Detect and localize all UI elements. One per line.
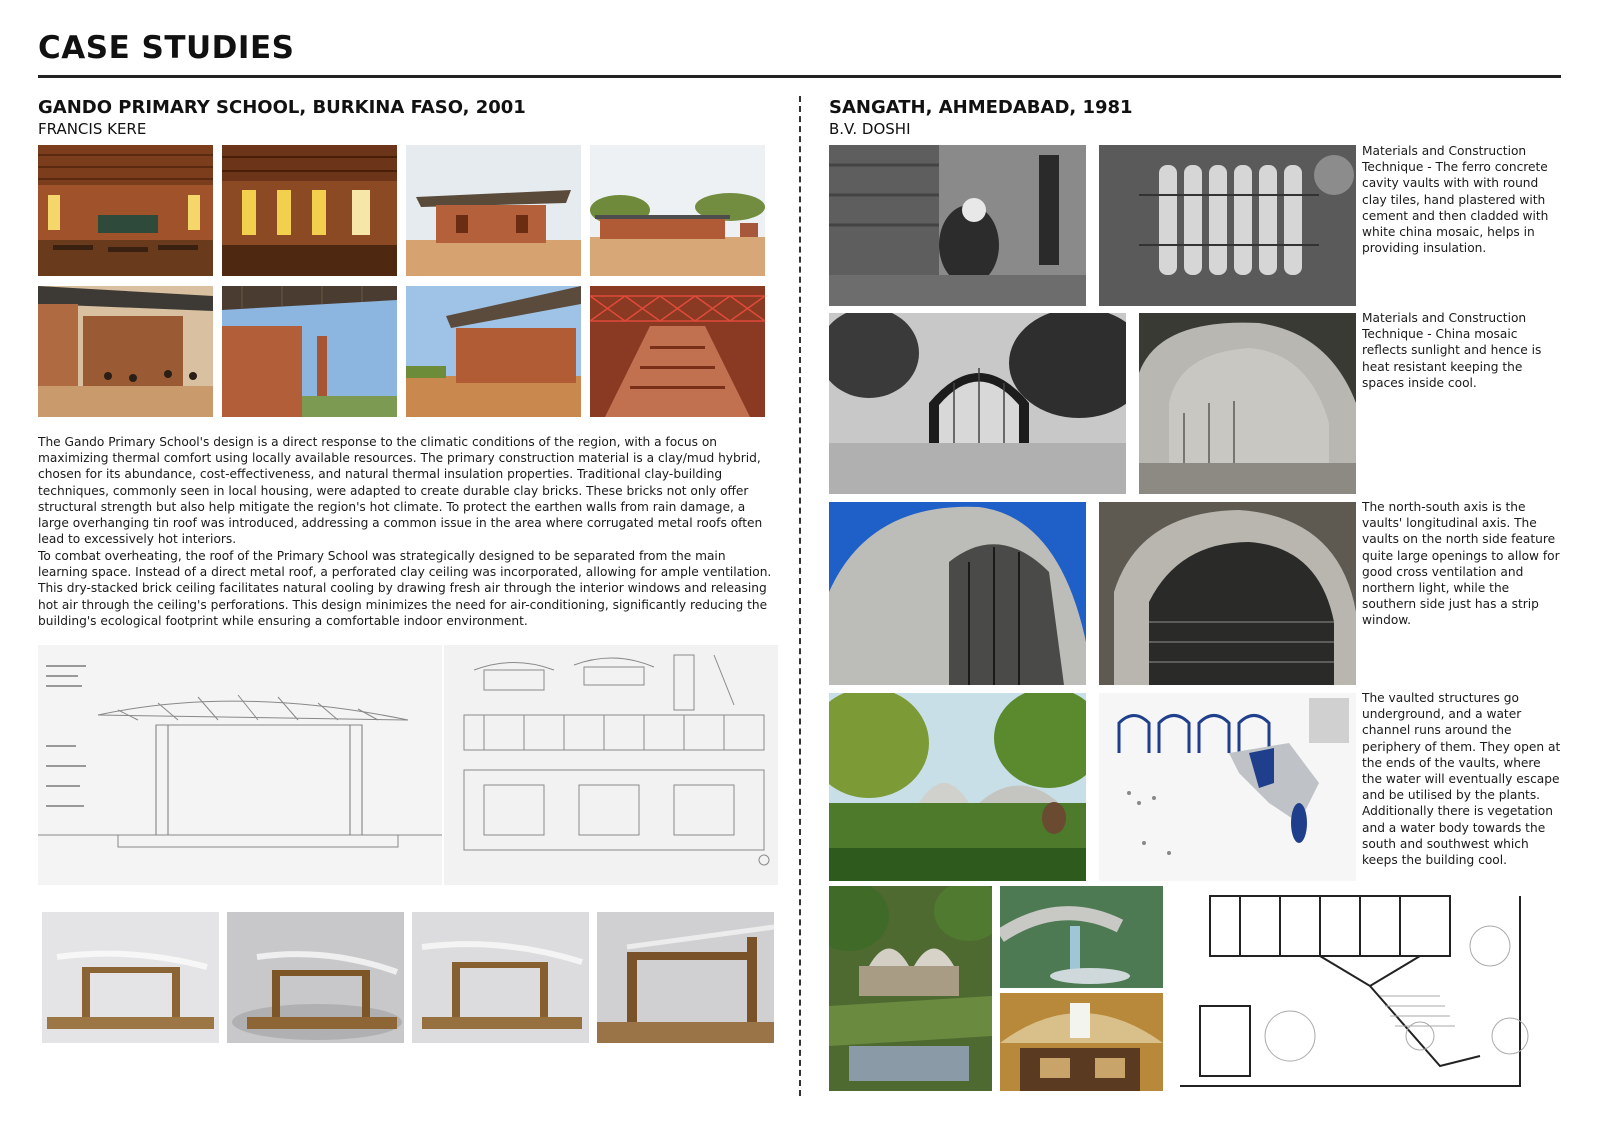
gando-architect: FRANCIS KERE (38, 120, 147, 138)
gando-model-photo-4 (597, 912, 774, 1043)
gando-paragraph-2: To combat overheating, the roof of the Primary School was strategically designed to be separated from the main learning space. Instead of a direct metal roof, a perforated clay ceiling was incorporated, allowing for ample ventilation. This dry-stacked brick ceiling facilitates natural cooling by drawing fresh air through the interior windows and releasing hot air through the ceiling's perforations. This design minimizes the need for air-conditioning, significantly reducing the building's ecological footprint while ensuring a comfortable indoor environment. (38, 549, 772, 628)
gando-school-exterior-photo (406, 145, 581, 276)
gando-classroom-interior-photo (38, 145, 213, 276)
sangath-architect: B.V. DOSHI (829, 120, 911, 138)
sangath-terraced-garden-photo (829, 886, 992, 1091)
sangath-vault-north-opening-photo (1099, 502, 1356, 685)
sangath-note-2: Materials and Construction Technique - China mosaic reflects sunlight and hence is heat resistant keeping the spaces inside cool. (1362, 311, 1542, 390)
gando-paragraph-1: The Gando Primary School's design is a direct response to the climatic conditions of the region, with a focus on maximizing thermal comfort using locally available resources. The primary construction material is a clay/mud hybrid, chosen for its abundance, cost-effectiveness, and natural thermal insulation properties. Traditional clay-building techniques, commonly seen in local housing, were adapted to create durable clay bricks. These bricks not only offer structural strength but also help mitigate the region's hot climate. To protect the earthen walls from rain damage, a large overhanging tin roof was introduced, addressing a common issue in the area where corrugated metal roofs often lead to excessively hot interiors. (38, 435, 763, 547)
sangath-site-plan-drawing (1099, 693, 1356, 881)
gando-school-side-photo (406, 286, 581, 417)
sangath-floor-plan-drawing (1180, 886, 1558, 1091)
title-rule (38, 75, 1561, 78)
sangath-vault-blue-sky-photo (829, 502, 1086, 685)
sangath-note-1: Materials and Construction Technique - The ferro concrete cavity vaults with with round clay tiles, hand plastered with cement and then cladded with white china mosaic, helps in providing insulation. (1362, 144, 1549, 256)
sangath-garden-photo (829, 693, 1086, 881)
sangath-water-channel-photo (1000, 886, 1163, 988)
sangath-note-3: The north-south axis is the vaults' longitudinal axis. The vaults on the north side feature quite large openings to allow for good cross ventilation and northern light, while the southern side just has a strip window. (1362, 500, 1560, 628)
sangath-mosaic-vault-photo (1139, 313, 1356, 494)
page-title: CASE STUDIES (38, 30, 295, 66)
gando-project-title: GANDO PRIMARY SCHOOL, BURKINA FASO, 2001 (38, 97, 526, 118)
sangath-clay-tiles-photo (1099, 145, 1356, 306)
sangath-note-4: The vaulted structures go underground, and a water channel runs around the periphery of them. They open at the ends of the vaults, where the water will eventually escape and be utilised by the plants. Additionally there is vegetation and a water body towards the south and southwest which keeps the building cool. (1362, 691, 1561, 868)
sangath-project-title: SANGATH, AHMEDABAD, 1981 (829, 97, 1133, 118)
gando-model-photo-1 (42, 912, 219, 1043)
gando-classroom-windows-photo (222, 145, 397, 276)
gando-school-landscape-photo (590, 145, 765, 276)
column-divider (799, 96, 801, 1096)
gando-model-photo-3 (412, 912, 589, 1043)
sangath-construction-worker-photo (829, 145, 1086, 306)
sangath-vault-construction-photo (829, 313, 1126, 494)
sangath-interior-photo (1000, 993, 1163, 1091)
gando-roof-overhang-photo (222, 286, 397, 417)
gando-roof-truss-photo (590, 286, 765, 417)
gando-section-drawing (38, 645, 442, 885)
gando-model-photo-2 (227, 912, 404, 1043)
gando-children-veranda-photo (38, 286, 213, 417)
gando-plan-drawing (444, 645, 778, 885)
